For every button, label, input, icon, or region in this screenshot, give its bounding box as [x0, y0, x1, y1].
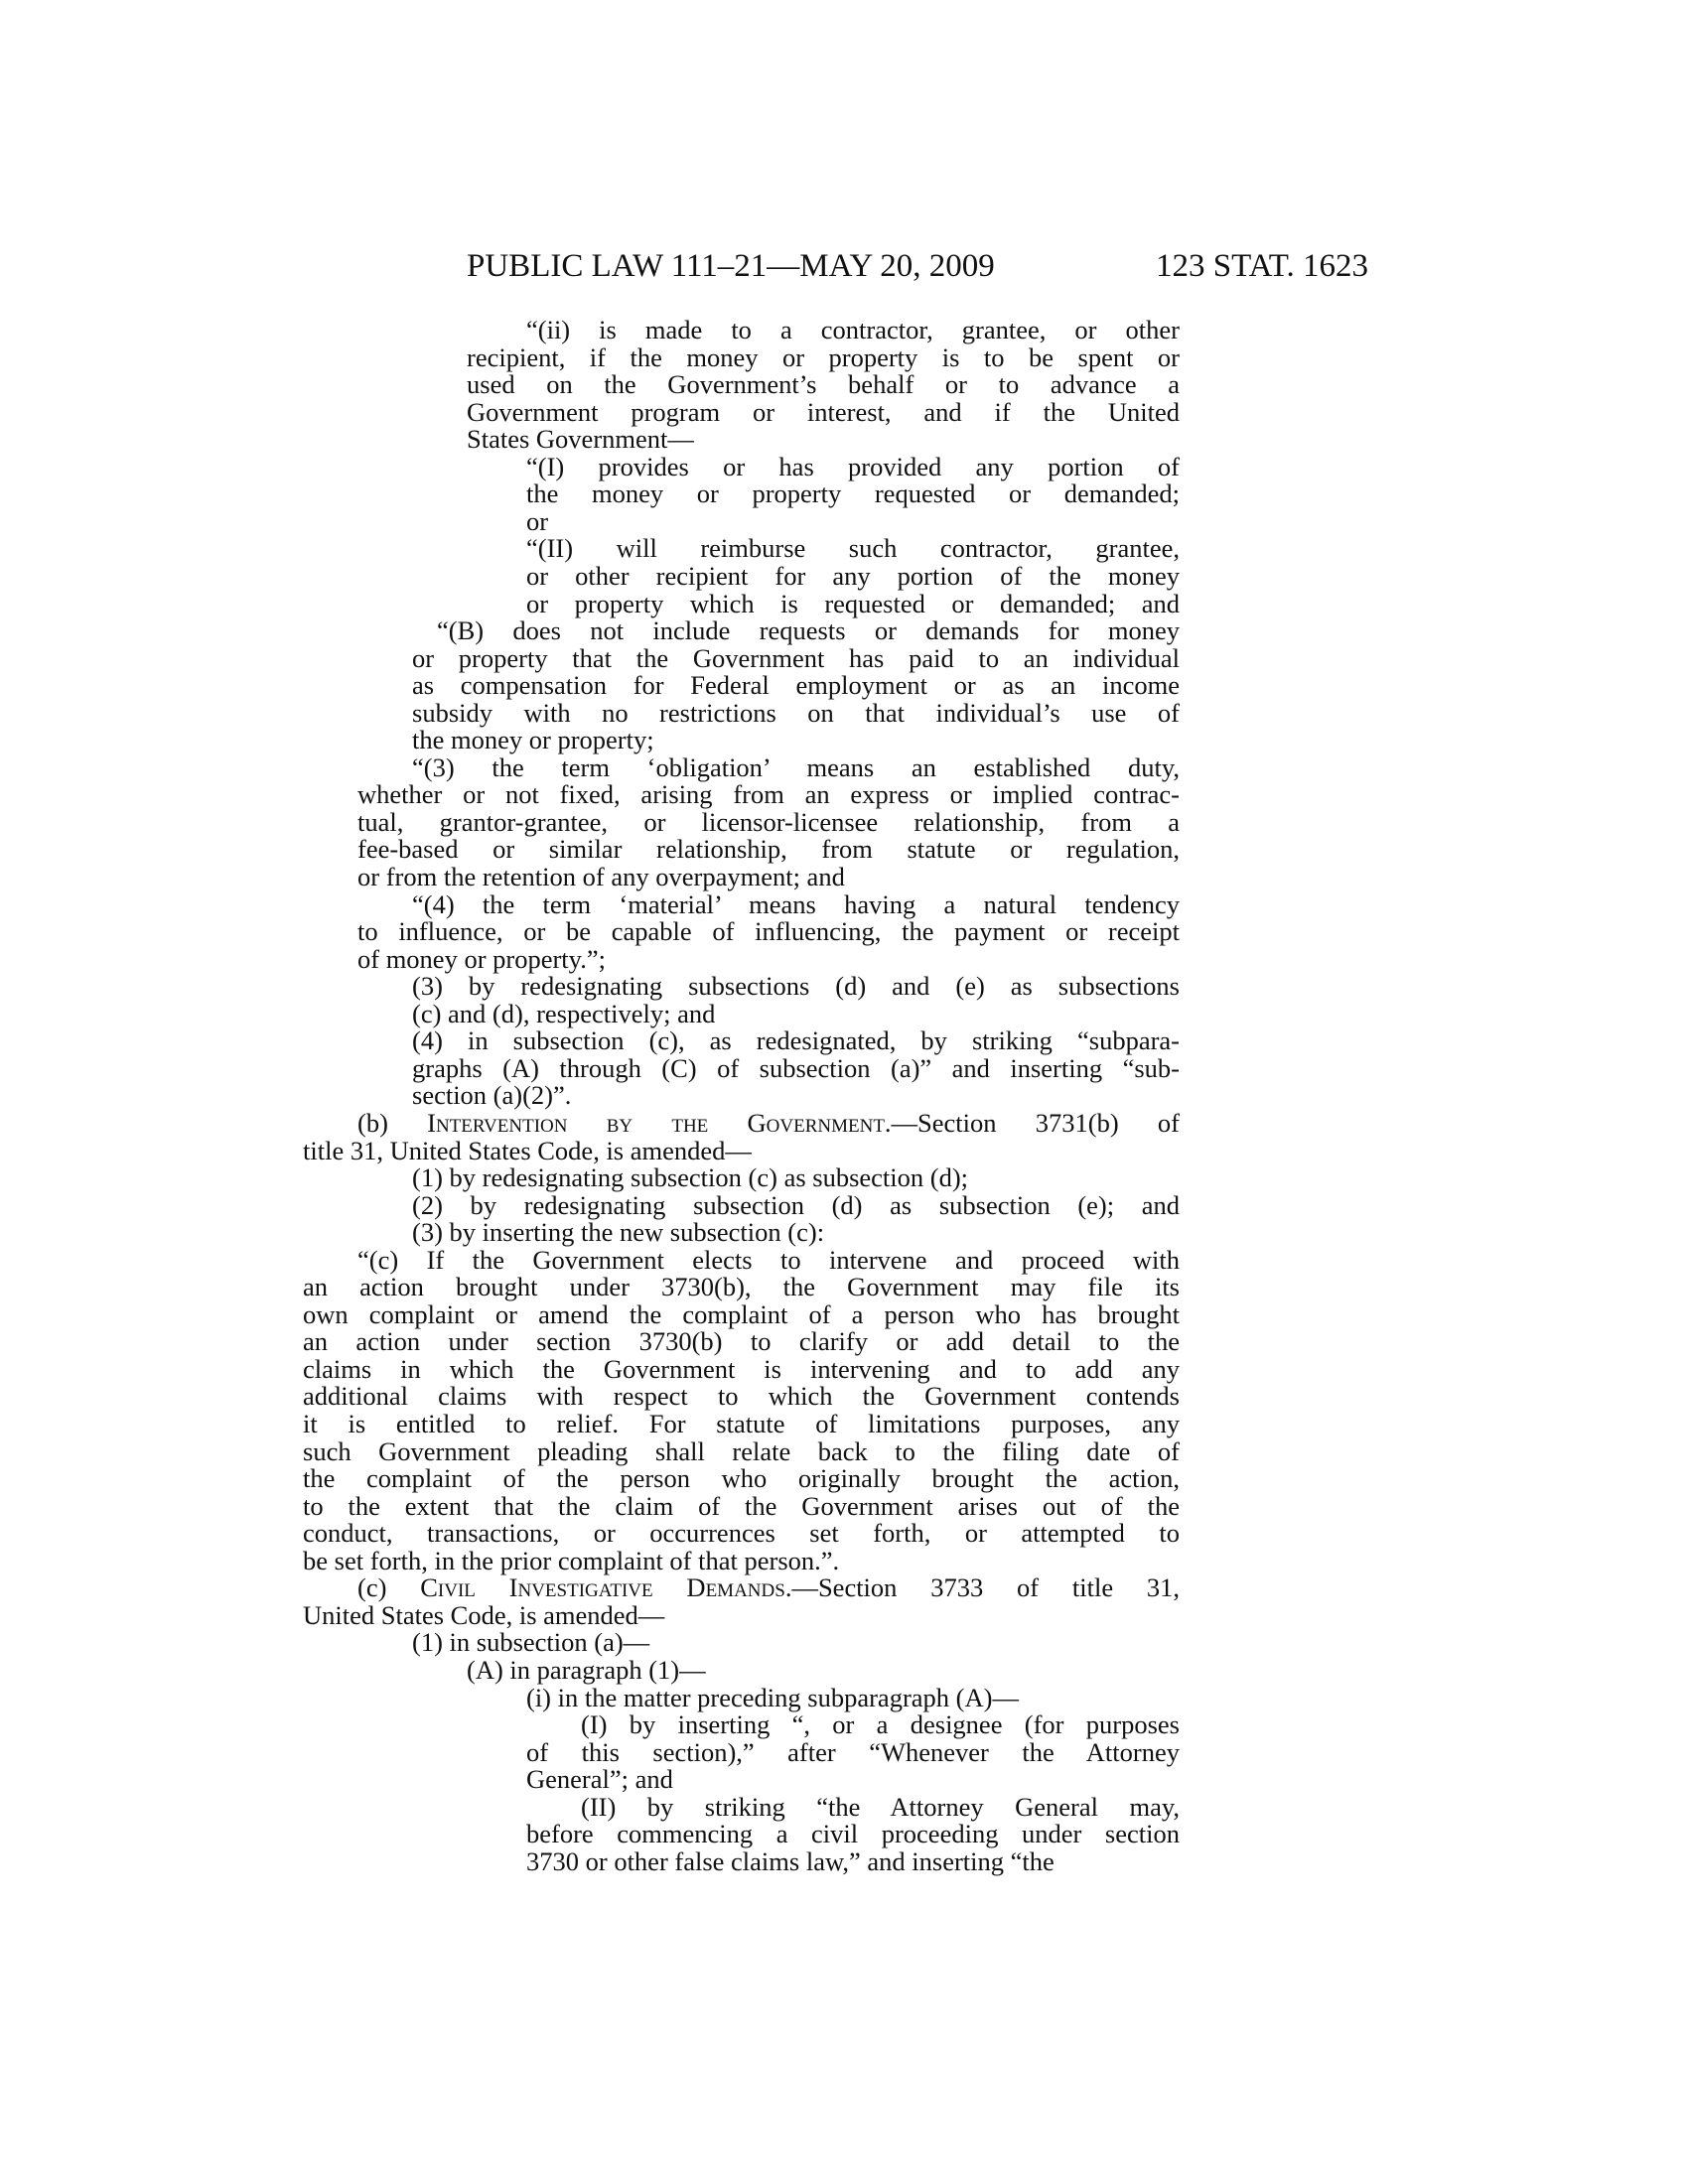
text-line: an action under section 3730(b) to clarify or add detail to the: [303, 1326, 1180, 1356]
text-line: (4) in subsection (c), as redesignated, by striking “subpara-: [412, 1025, 1180, 1055]
text-line: additional claims with respect to which the Government contends: [303, 1381, 1180, 1411]
text-line: (1) in subsection (a)—: [412, 1627, 650, 1657]
text-line: graphs (A) through (C) of subsection (a)” and inserting “sub-: [412, 1053, 1180, 1083]
text-line: of money or property.”;: [357, 944, 606, 974]
text-line: the money or property requested or demanded;: [526, 478, 1180, 508]
text-line: fee-based or similar relationship, from statute or regulation,: [357, 834, 1180, 864]
text-line: (A) in paragraph (1)—: [467, 1655, 706, 1685]
text-line: (2) by redesignating subsection (d) as subsection (e); and: [412, 1190, 1180, 1220]
text-line: subsidy with no restrictions on that individual’s use of: [412, 698, 1180, 728]
text-line: the complaint of the person who originally brought the action,: [303, 1463, 1180, 1493]
header-law-citation: PUBLIC LAW 111–21—MAY 20, 2009: [467, 248, 995, 284]
text-line: States Government—: [467, 424, 694, 454]
text-line: “(B) does not include requests or demands for money: [437, 615, 1180, 645]
text-line: “(I) provides or has provided any portion of: [526, 452, 1180, 481]
text-line: to influence, or be capable of influencing, the payment or receipt: [357, 916, 1180, 946]
text-line: it is entitled to relief. For statute of limitations purposes, any: [303, 1409, 1180, 1438]
text-line: of this section),” after “Whenever the Attorney: [526, 1737, 1180, 1767]
text-line: (I) by inserting “, or a designee (for purposes: [581, 1709, 1180, 1739]
text-line: (3) by inserting the new subsection (c):: [412, 1217, 825, 1247]
text-line: “(II) will reimburse such contractor, grantee,: [526, 533, 1180, 563]
text-line: (1) by redesignating subsection (c) as subsection (d);: [412, 1162, 969, 1192]
text-line: “(c) If the Government elects to intervene and proceed with: [357, 1245, 1180, 1275]
text-line: “(3) the term ‘obligation’ means an established duty,: [412, 752, 1180, 782]
text-line: to the extent that the claim of the Government arises out of the: [303, 1491, 1180, 1521]
section-heading: Civil Investigative Demands: [420, 1572, 785, 1602]
text-line: the money or property;: [412, 725, 654, 754]
text-line: (c) Civil Investigative Demands.—Section 3733 of title 31,: [357, 1572, 1181, 1602]
text-line: “(ii) is made to a contractor, grantee, or other: [526, 315, 1180, 344]
text-line: title 31, United States Code, is amended—: [303, 1136, 752, 1165]
text-line: such Government pleading shall relate back to the filing date of: [303, 1436, 1180, 1466]
text-line: used on the Government’s behalf or to advance a: [467, 369, 1180, 399]
text-line: 3730 or other false claims law,” and inserting “the: [526, 1846, 1055, 1876]
text-line: be set forth, in the prior complaint of that person.”.: [303, 1546, 840, 1575]
text-line: conduct, transactions, or occurrences set forth, or attempted to: [303, 1518, 1180, 1548]
text-line: (b) Intervention by the Government.—Section 3731(b) of: [357, 1108, 1180, 1138]
text-line: an action brought under 3730(b), the Government may file its: [303, 1272, 1180, 1301]
text-line: or from the retention of any overpayment; and: [357, 862, 845, 891]
text-line: or property which is requested or demanded; and: [526, 589, 1180, 618]
text-line: tual, grantor-grantee, or licensor-licensee relationship, from a: [357, 807, 1180, 837]
text-line: own complaint or amend the complaint of a person who has brought: [303, 1299, 1180, 1329]
text-line: whether or not fixed, arising from an express or implied contrac-: [357, 779, 1180, 809]
text-line: General”; and: [526, 1764, 673, 1794]
text-line: or: [526, 506, 549, 536]
header-statute-page: 123 STAT. 1623: [1155, 248, 1368, 284]
text-line: United States Code, is amended—: [303, 1600, 665, 1630]
text-line: before commencing a civil proceeding under section: [526, 1819, 1180, 1848]
text-line: (c) and (d), respectively; and: [412, 999, 716, 1028]
text-line: or other recipient for any portion of the money: [526, 561, 1180, 591]
text-line: claims in which the Government is intervening and to add any: [303, 1354, 1180, 1384]
text-line: Government program or interest, and if the United: [467, 397, 1180, 427]
text-line: recipient, if the money or property is to be spent or: [467, 342, 1180, 372]
page-header: [467, 246, 1368, 286]
text-line: as compensation for Federal employment or as an income: [412, 670, 1180, 700]
text-line: “(4) the term ‘material’ means having a natural tendency: [412, 889, 1180, 919]
text-line: (i) in the matter preceding subparagraph (A)—: [526, 1683, 1019, 1712]
text-line: (3) by redesignating subsections (d) and (e) as subsections: [412, 971, 1180, 1001]
text-line: (II) by striking “the Attorney General may,: [581, 1792, 1180, 1822]
text-line: or property that the Government has paid to an individual: [412, 643, 1180, 673]
section-heading: Intervention by the Government: [427, 1108, 885, 1138]
text-line: section (a)(2)”.: [412, 1080, 572, 1110]
